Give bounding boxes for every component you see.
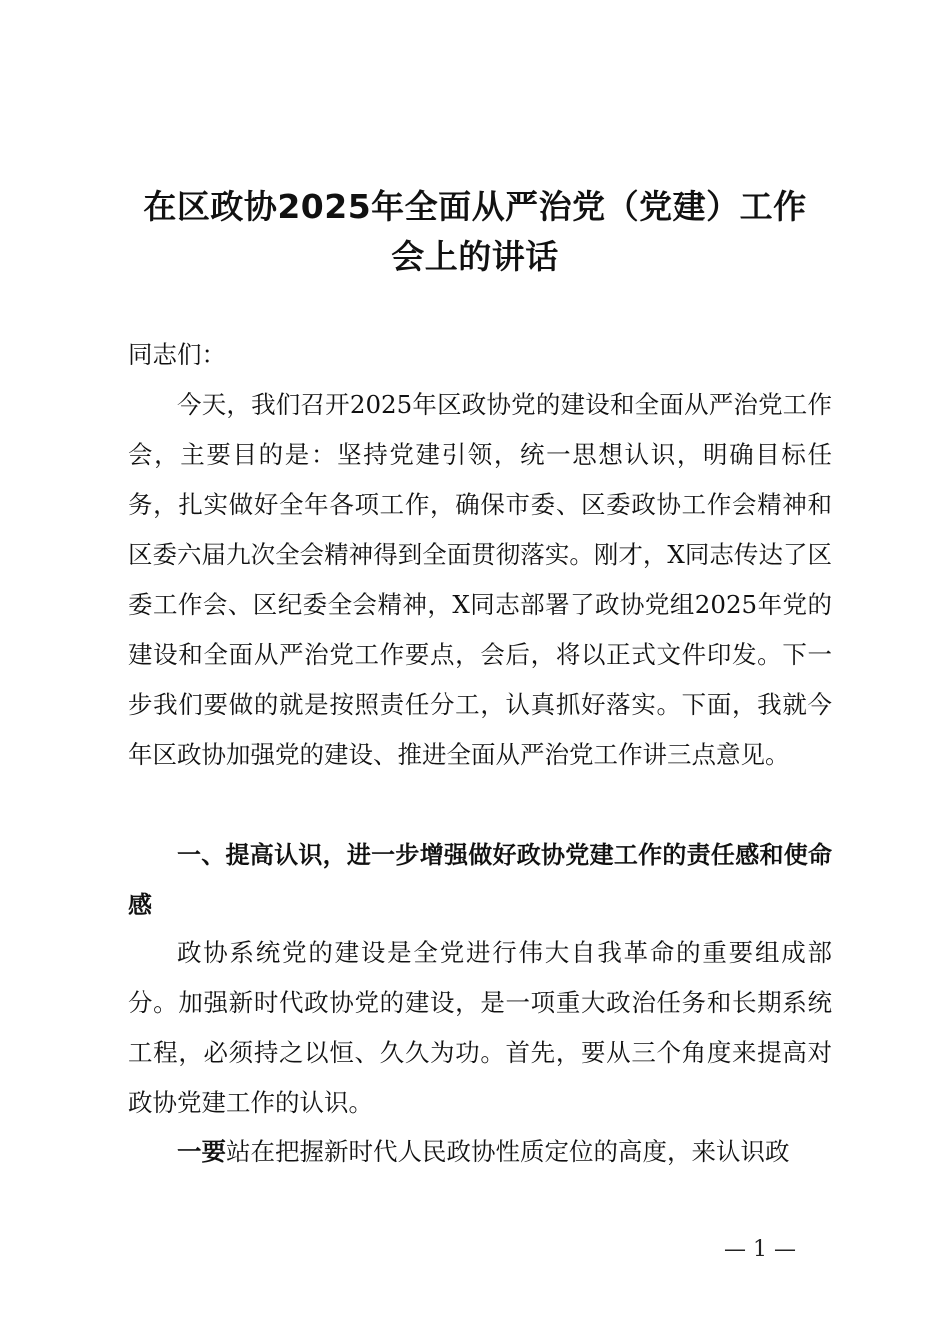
paragraph-point-1 [128, 1127, 832, 1177]
paragraph-opening: 今天，我们召开2025年区政协党的建设和全面从严治党工作会，主要目的是：坚持党建引领，统一思想认识，明确目标任务，扎实做好全年各项工作，确保市委、区委政协工作会精神和区委六届九次全会精神得到全面贯彻落实。刚才，X同志传达了区委工作会、区纪委全会精神，X同志部署了政协党组2025年党的建设和全面从严治党工作要点，会后，将以正式文件印发。下一步我们要做的就是按照责任分工，认真抓好落实。下面，我就今年区政协加强党的建设、推进全面从严治党工作讲三点意见。 [128, 390, 832, 769]
section-heading-1: 一、提高认识，进一步增强做好政协党建工作的责任感和使命感 [128, 841, 832, 919]
document-title-line-2: 会上的讲话 [391, 237, 559, 276]
page-number: — 1 — [724, 1237, 796, 1262]
paragraph-section-1-intro: 政协系统党的建设是全党进行伟大自我革命的重要组成部分。加强新时代政协党的建设，是一项重大政治任务和长期系统工程，必须持之以恒、久久为功。首先，要从三个角度来提高对政协党建工作的认识。 [128, 938, 832, 1117]
paragraph-point-1-lead: 一要 [177, 1137, 226, 1166]
salutation: 同志们： [128, 340, 226, 369]
document-title-line-1: 在区政协2025年全面从严治党（党建）工作 [143, 187, 807, 226]
paragraph-point-1-text: 站在把握新时代人民政协性质定位的高度，来认识政 [226, 1137, 790, 1166]
